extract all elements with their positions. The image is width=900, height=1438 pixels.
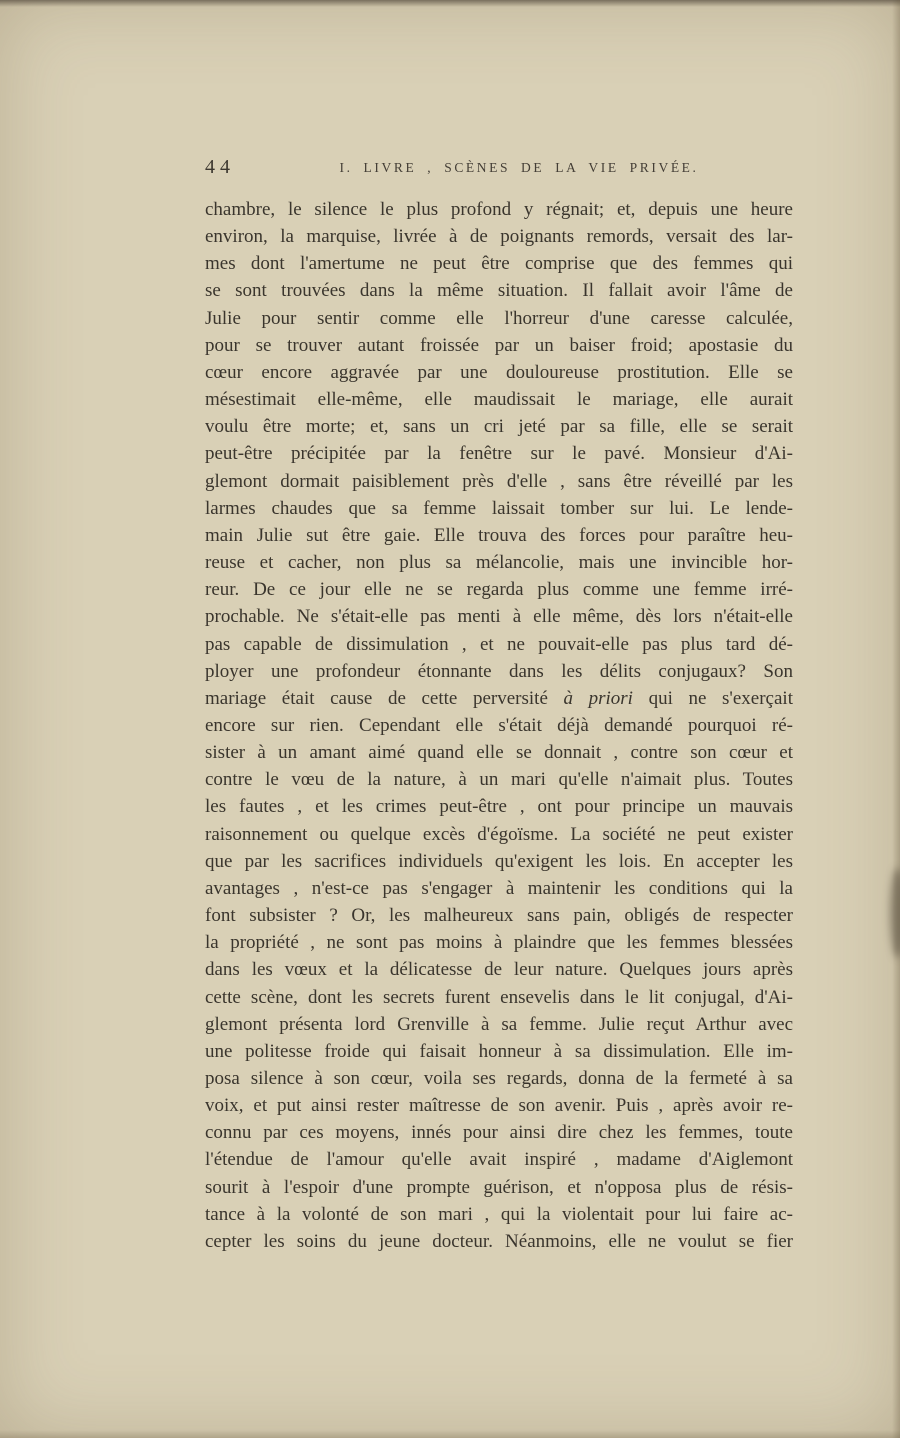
body-line: avantages , n'est-ce pas s'engager à maintenir les conditions qui la: [205, 877, 793, 899]
body-line: glemont présenta lord Grenville à sa femme. Julie reçut Arthur avec: [205, 1013, 793, 1035]
body-line: mes dont l'amertume ne peut être comprise que des femmes qui: [205, 253, 793, 275]
body-line: se sont trouvées dans la même situation. Il fallait avoir l'âme de: [205, 280, 793, 302]
text-segment: mariage était cause de cette perversité: [205, 687, 564, 709]
body-line: Julie pour sentir comme elle l'horreur d'une caresse calculée,: [205, 307, 793, 329]
body-line: contre le vœu de la nature, à un mari qu'elle n'aimait plus. Toutes: [205, 769, 793, 791]
body-line: mésestimait elle-même, elle maudissait le mariage, elle aurait: [205, 389, 793, 411]
scan-edge-bottom: [0, 1430, 900, 1438]
body-line: connu par ces moyens, innés pour ainsi dire chez les femmes, toute: [205, 1122, 793, 1144]
body-line: [205, 685, 793, 712]
body-line: sister à un amant aimé quand elle se donnait , contre son cœur et: [205, 742, 793, 764]
body-line: voix, et put ainsi rester maîtresse de son avenir. Puis , après avoir re-: [205, 1095, 793, 1117]
body-line: encore sur rien. Cependant elle s'était déjà demandé pourquoi ré-: [205, 714, 793, 736]
body-line: reur. De ce jour elle ne se regarda plus comme une femme irré-: [205, 579, 793, 601]
body-line: cœur encore aggravée par une douloureuse prostitution. Elle se: [205, 361, 793, 383]
body-line: larmes chaudes que sa femme laissait tomber sur lui. Le lende-: [205, 497, 793, 519]
running-header: I. LIVRE , SCÈNES DE LA VIE PRIVÉE.: [339, 160, 699, 175]
body-line: prochable. Ne s'était-elle pas menti à elle même, dès lors n'était-elle: [205, 606, 793, 628]
text-segment: qui ne s'exerçait: [632, 687, 793, 709]
body-line: l'étendue de l'amour qu'elle avait inspiré , madame d'Aiglemont: [205, 1149, 793, 1171]
body-line: chambre, le silence le plus profond y régnait; et, depuis une heure: [205, 199, 793, 220]
scan-edge-top: [0, 0, 900, 7]
body-line: une politesse froide qui faisait honneur à sa dissimulation. Elle im-: [205, 1040, 793, 1062]
italic-phrase: à priori: [563, 687, 633, 709]
body-line: reuse et cacher, non plus sa mélancolie, mais une invincible hor-: [205, 552, 793, 574]
body-line: cette scène, dont les secrets furent ensevelis dans le lit conjugal, d'Ai-: [205, 986, 793, 1008]
scan-edge-right: [892, 0, 900, 1438]
scan-smudge: [890, 868, 900, 958]
body-line: les fautes , et les crimes peut-être , ont pour principe un mauvais: [205, 796, 793, 818]
body-line: peut-être précipitée par la fenêtre sur le pavé. Monsieur d'Ai-: [205, 443, 793, 465]
body-line: cepter les soins du jeune docteur. Néanmoins, elle ne voulut se fier: [205, 1230, 793, 1252]
body-line: pas capable de dissimulation , et ne pouvait-elle pas plus tard dé-: [205, 633, 793, 655]
body-line: main Julie sut être gaie. Elle trouva des forces pour paraître heu-: [205, 524, 793, 546]
body-line: raisonnement ou quelque excès d'égoïsme. La société ne peut exister: [205, 823, 793, 845]
body-text: [205, 196, 793, 1255]
body-line: environ, la marquise, livrée à de poignants remords, versait des lar-: [205, 226, 793, 248]
body-line: posa silence à son cœur, voila ses regards, donna de la fermeté à sa: [205, 1068, 793, 1089]
body-line: ployer une profondeur étonnante dans les délits conjugaux? Son: [205, 660, 793, 682]
body-line: voulu être morte; et, sans un cri jeté par sa fille, elle se serait: [205, 416, 793, 438]
body-line: sourit à l'espoir d'une prompte guérison, et n'opposa plus de résis-: [205, 1176, 793, 1198]
body-line: que par les sacrifices individuels qu'exigent les lois. En accepter les: [205, 850, 793, 872]
page-header: [205, 156, 793, 182]
body-line: dans les vœux et la délicatesse de leur nature. Quelques jours après: [205, 959, 793, 981]
body-line: font subsister ? Or, les malheureux sans pain, obligés de respecter: [205, 905, 793, 927]
body-line: tance à la volonté de son mari , qui la violentait pour lui faire ac-: [205, 1203, 793, 1225]
body-line: la propriété , ne sont pas moins à plaindre que les femmes blessées: [205, 932, 793, 954]
body-line: glemont dormait paisiblement près d'elle , sans être réveillé par les: [205, 470, 793, 492]
page-number: 44: [205, 156, 235, 178]
body-line: pour se trouver autant froissée par un baiser froid; apostasie du: [205, 334, 793, 356]
